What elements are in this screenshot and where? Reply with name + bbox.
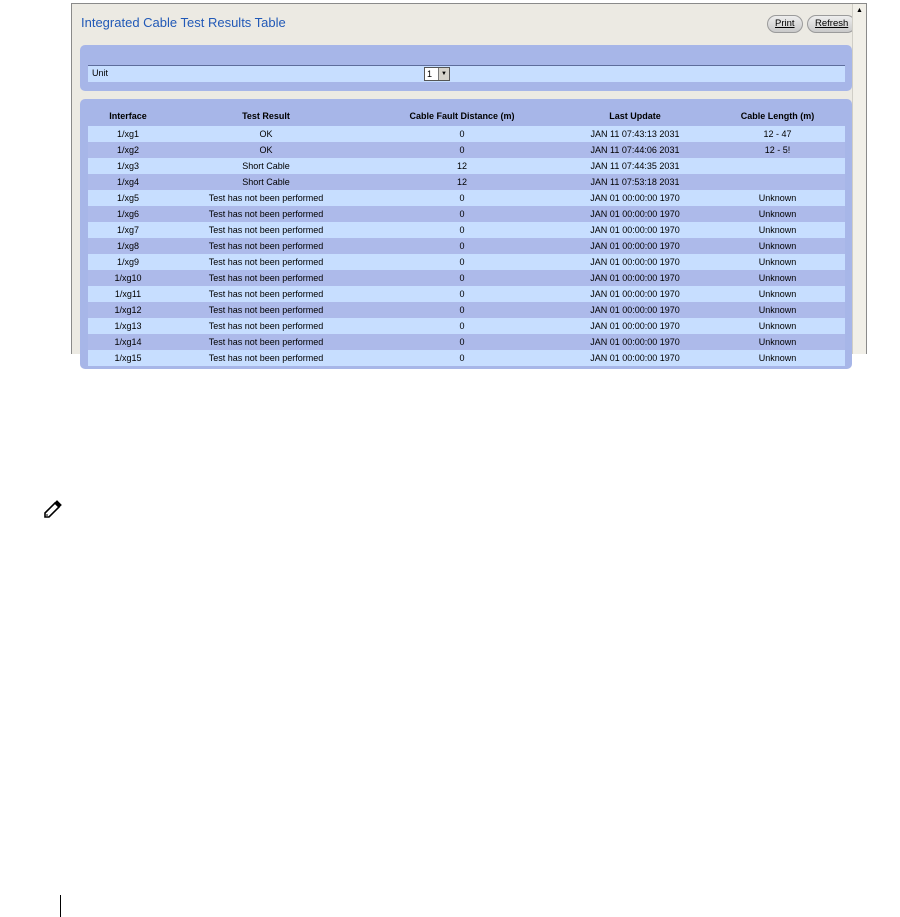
cell-test-result: Test has not been performed bbox=[168, 222, 364, 238]
cell-last-update: JAN 11 07:43:13 2031 bbox=[560, 126, 710, 142]
cell-interface: 1/xg9 bbox=[88, 254, 168, 270]
cell-cable-fault-distance: 0 bbox=[364, 190, 560, 206]
vertical-scrollbar[interactable] bbox=[852, 4, 866, 354]
cell-cable-length: 12 - 47 bbox=[710, 126, 845, 142]
header-interface: Interface bbox=[109, 111, 147, 121]
cell-test-result: Test has not been performed bbox=[168, 318, 364, 334]
table-row bbox=[88, 190, 845, 206]
cell-cable-length: Unknown bbox=[710, 254, 845, 270]
cell-last-update: JAN 11 07:44:06 2031 bbox=[560, 142, 710, 158]
cell-last-update: JAN 01 00:00:00 1970 bbox=[560, 190, 710, 206]
cell-cable-length: Unknown bbox=[710, 334, 845, 350]
cell-cable-fault-distance: 0 bbox=[364, 334, 560, 350]
cell-cable-fault-distance: 0 bbox=[364, 126, 560, 142]
table-row bbox=[88, 334, 845, 350]
cell-cable-fault-distance: 0 bbox=[364, 302, 560, 318]
table-row bbox=[88, 350, 845, 366]
table-row bbox=[88, 318, 845, 334]
table-row bbox=[88, 302, 845, 318]
cell-test-result: Short Cable bbox=[168, 174, 364, 190]
cell-cable-fault-distance: 0 bbox=[364, 270, 560, 286]
cell-last-update: JAN 01 00:00:00 1970 bbox=[560, 350, 710, 366]
scroll-up-arrow-icon[interactable]: ▲ bbox=[856, 7, 863, 14]
cable-test-results-table bbox=[88, 106, 845, 366]
cell-test-result: Test has not been performed bbox=[168, 254, 364, 270]
cell-test-result: Test has not been performed bbox=[168, 238, 364, 254]
pencil-note-icon bbox=[42, 498, 64, 520]
cell-cable-length: Unknown bbox=[710, 270, 845, 286]
cell-last-update: JAN 01 00:00:00 1970 bbox=[560, 334, 710, 350]
cell-cable-fault-distance: 0 bbox=[364, 206, 560, 222]
cell-last-update: JAN 01 00:00:00 1970 bbox=[560, 254, 710, 270]
cell-test-result: Test has not been performed bbox=[168, 190, 364, 206]
cell-cable-fault-distance: 0 bbox=[364, 254, 560, 270]
cell-last-update: JAN 01 00:00:00 1970 bbox=[560, 302, 710, 318]
results-panel bbox=[80, 99, 852, 369]
cell-cable-fault-distance: 0 bbox=[364, 350, 560, 366]
cell-interface: 1/xg13 bbox=[88, 318, 168, 334]
cell-test-result: Test has not been performed bbox=[168, 350, 364, 366]
header-test-result: Test Result bbox=[242, 111, 290, 121]
cell-interface: 1/xg14 bbox=[88, 334, 168, 350]
screenshot-window bbox=[71, 3, 867, 363]
cell-test-result: Test has not been performed bbox=[168, 302, 364, 318]
cell-cable-length: Unknown bbox=[710, 238, 845, 254]
cell-last-update: JAN 11 07:53:18 2031 bbox=[560, 174, 710, 190]
cell-interface: 1/xg5 bbox=[88, 190, 168, 206]
cell-last-update: JAN 01 00:00:00 1970 bbox=[560, 222, 710, 238]
cell-test-result: Test has not been performed bbox=[168, 286, 364, 302]
page-title: Integrated Cable Test Results Table bbox=[81, 15, 286, 30]
cell-interface: 1/xg1 bbox=[88, 126, 168, 142]
unit-row bbox=[88, 65, 845, 82]
cell-cable-fault-distance: 12 bbox=[364, 158, 560, 174]
print-button[interactable]: Print bbox=[767, 15, 803, 33]
unit-panel bbox=[80, 45, 852, 91]
cell-test-result: OK bbox=[168, 142, 364, 158]
cell-interface: 1/xg2 bbox=[88, 142, 168, 158]
cell-cable-fault-distance: 0 bbox=[364, 286, 560, 302]
cell-last-update: JAN 01 00:00:00 1970 bbox=[560, 318, 710, 334]
cell-cable-length: Unknown bbox=[710, 190, 845, 206]
page-margin-line bbox=[60, 895, 61, 917]
cell-interface: 1/xg6 bbox=[88, 206, 168, 222]
table-row bbox=[88, 286, 845, 302]
dropdown-arrow-icon[interactable]: ▼ bbox=[438, 68, 449, 80]
header-cable-length: Cable Length (m) bbox=[740, 111, 815, 121]
unit-select[interactable] bbox=[424, 67, 450, 81]
table-row bbox=[88, 142, 845, 158]
table-row bbox=[88, 174, 845, 190]
cell-interface: 1/xg3 bbox=[88, 158, 168, 174]
cell-cable-length: Unknown bbox=[710, 206, 845, 222]
table-row bbox=[88, 222, 845, 238]
cell-interface: 1/xg15 bbox=[88, 350, 168, 366]
table-row bbox=[88, 270, 845, 286]
cell-test-result: Test has not been performed bbox=[168, 206, 364, 222]
table-row bbox=[88, 158, 845, 174]
table-row bbox=[88, 206, 845, 222]
cell-interface: 1/xg8 bbox=[88, 238, 168, 254]
cell-last-update: JAN 01 00:00:00 1970 bbox=[560, 206, 710, 222]
cell-last-update: JAN 01 00:00:00 1970 bbox=[560, 238, 710, 254]
cell-interface: 1/xg4 bbox=[88, 174, 168, 190]
cell-interface: 1/xg12 bbox=[88, 302, 168, 318]
table-header-row bbox=[88, 106, 845, 126]
unit-label: Unit bbox=[92, 68, 109, 78]
cell-last-update: JAN 11 07:44:35 2031 bbox=[560, 158, 710, 174]
cell-cable-length: Unknown bbox=[710, 302, 845, 318]
cell-cable-fault-distance: 0 bbox=[364, 238, 560, 254]
cell-cable-fault-distance: 12 bbox=[364, 174, 560, 190]
cell-cable-fault-distance: 0 bbox=[364, 318, 560, 334]
cell-cable-length bbox=[710, 174, 845, 190]
cell-cable-length: Unknown bbox=[710, 318, 845, 334]
table-row bbox=[88, 238, 845, 254]
cell-cable-fault-distance: 0 bbox=[364, 142, 560, 158]
cell-cable-length: Unknown bbox=[710, 222, 845, 238]
cell-cable-fault-distance: 0 bbox=[364, 222, 560, 238]
cell-cable-length: 12 - 5! bbox=[710, 142, 845, 158]
refresh-button[interactable]: Refresh bbox=[807, 15, 856, 33]
cell-cable-length bbox=[710, 158, 845, 174]
table-row bbox=[88, 126, 845, 142]
cell-last-update: JAN 01 00:00:00 1970 bbox=[560, 286, 710, 302]
header-last-update: Last Update bbox=[609, 111, 661, 121]
cell-interface: 1/xg7 bbox=[88, 222, 168, 238]
cell-test-result: OK bbox=[168, 126, 364, 142]
cell-test-result: Short Cable bbox=[168, 158, 364, 174]
cell-cable-length: Unknown bbox=[710, 350, 845, 366]
table-row bbox=[88, 254, 845, 270]
cell-last-update: JAN 01 00:00:00 1970 bbox=[560, 270, 710, 286]
header-cable-fault-distance: Cable Fault Distance (m) bbox=[409, 111, 515, 121]
unit-select-value: 1 bbox=[427, 69, 433, 79]
cell-interface: 1/xg11 bbox=[88, 286, 168, 302]
cell-test-result: Test has not been performed bbox=[168, 334, 364, 350]
cell-cable-length: Unknown bbox=[710, 286, 845, 302]
cell-interface: 1/xg10 bbox=[88, 270, 168, 286]
cell-test-result: Test has not been performed bbox=[168, 270, 364, 286]
